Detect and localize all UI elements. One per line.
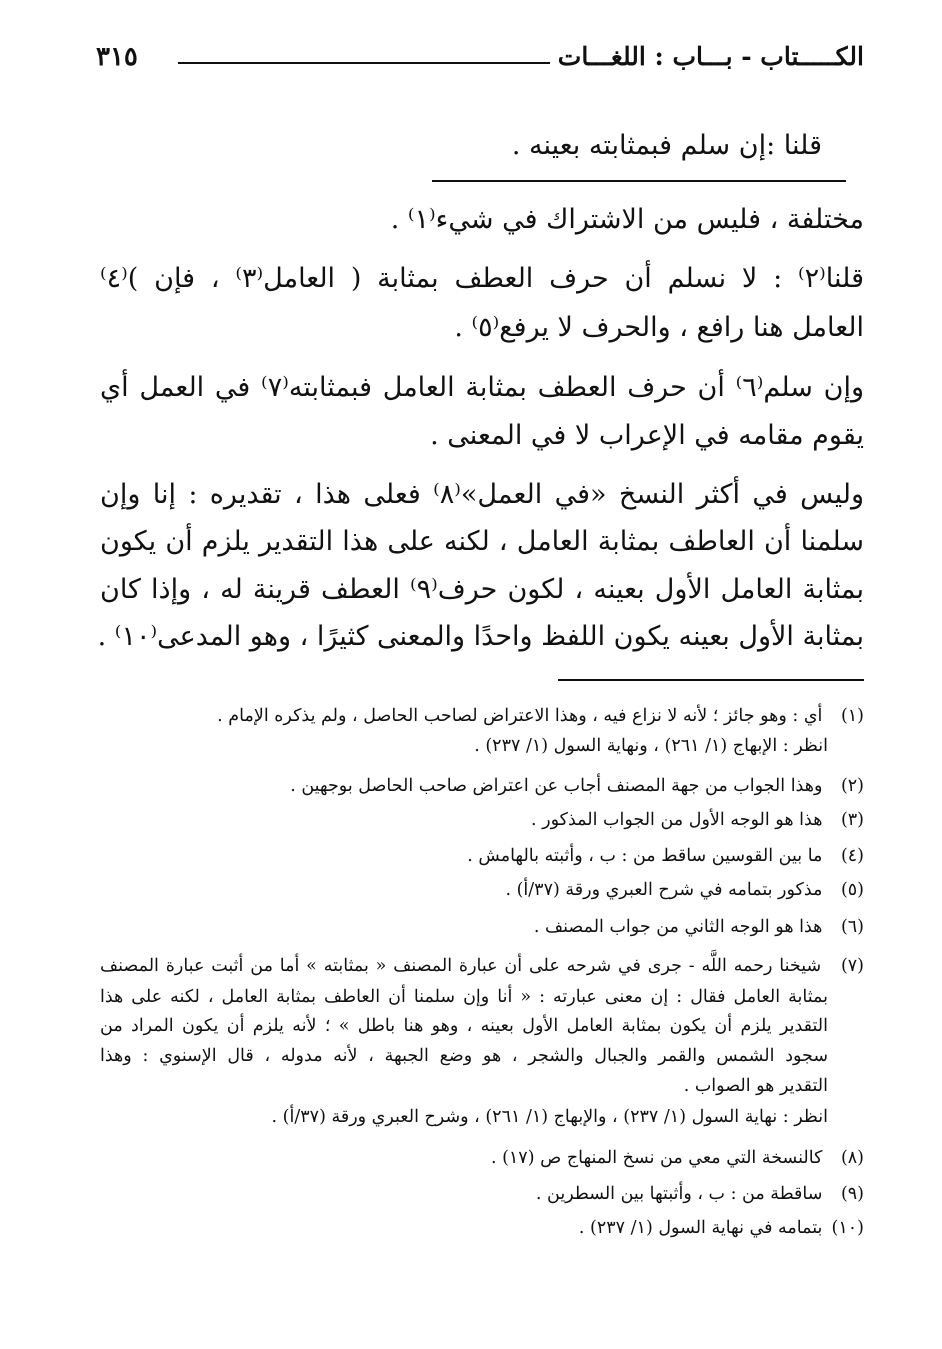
footnote-text: مذكور بتمامه في شرح العبري ورقة (٣٧/أ) . [505,880,823,900]
footnote-text: وهذا الجواب من جهة المصنف أجاب عن اعتراض صاحب الحاصل بوجهين . [290,776,823,796]
footnote-number: (١٠) [831,1218,864,1238]
body-line-9: بمثابة العامل الأول بعينه ، لكون حرف⁽٩⁾ العطف قرينة له ، وإذا كان [100,574,864,605]
footnote-number: (٥) [840,880,864,900]
footnote-7-line-2: بمثابة العامل فقال : إن معنى عبارته : « أنا وإن سلمنا أن العاطف بمثابة العامل ، لكنه على هذا [100,987,828,1007]
body-line-3: قلنا⁽٢⁾ : لا نسلم أن حرف العطف بمثابة ( العامل⁽٣⁾ ، فإن )⁽٤⁾ [100,263,864,294]
footnote-number: (٩) [840,1184,864,1204]
footnote-text: هذا هو الوجه الثاني من جواب المصنف . [533,917,823,937]
footnote-4 [100,843,864,869]
footnote-number: (٨) [840,1148,864,1168]
footnote-number: (٧) [840,956,864,976]
body-line-2: مختلفة ، فليس من الاشتراك في شيء⁽١⁾ . [390,204,864,235]
footnote-7-line-6: انظر : نهاية السول (١/ ٢٣٧) ، والإبهاج (١/ ٢٦١) ، وشرح العبري ورقة (٣٧/أ) . [271,1107,828,1127]
footnote-8 [100,1145,864,1171]
footnote-number: (٣) [840,810,864,830]
body-line-7: وليس في أكثر النسخ «في العمل»⁽٨⁾ فعلى هذا ، تقديره : إنا وإن [100,479,865,510]
footnote-3 [100,807,864,833]
footnote-9 [100,1181,864,1207]
footnote-1-continued: انظر : الإبهاج (١/ ٢٦١) ، ونهاية السول (١/ ٢٣٧) . [474,736,828,756]
footnote-5 [100,877,864,903]
body-line-5: وإن سلم⁽٦⁾ أن حرف العطف بمثابة العامل فبمثابته⁽٧⁾ في العمل أي [100,372,864,403]
footnote-number: (٤) [840,846,864,866]
running-title: الكـــــتاب - بـــاب : اللغـــات [557,42,864,71]
body-line-4: العامل هنا رافع ، والحرف لا يرفع⁽٥⁾ . [454,312,864,343]
footnote-text: هذا هو الوجه الأول من الجواب المذكور . [531,810,823,830]
footnote-divider [558,679,864,681]
footnote-text: ما بين القوسين ساقط من : ب ، وأثبته بالهامش . [467,846,823,866]
footnote-number: (٦) [840,917,864,937]
footnote-text: بتمامه في نهاية السول (١/ ٢٣٧) . [578,1218,823,1238]
footnote-text: كالنسخة التي معي من نسخ المنهاج ص (١٧) . [490,1148,823,1168]
footnote-10 [100,1215,864,1241]
footnote-7-line-3: التقدير يلزم أن يكون بمثابة العامل الأول بعينه ، وهو هنا باطل » ؛ لأنه يلزم أن يكون المراد من [100,1016,828,1036]
footnote-text: ساقطة من : ب ، وأثبتها بين السطرين . [535,1184,823,1204]
footnote-6 [100,914,864,940]
footnote-text: شيخنا رحمه اللَّه - جرى في شرحه على أن عبارة المصنف « بمثابته » أما من أثبت عبارة المصنف [100,956,822,976]
section-divider [432,180,846,182]
body-line-1: قلنا :إن سلم فبمثابته بعينه . [511,130,822,161]
footnote-text: أي : وهو جائز ؛ لأنه لا نزاع فيه ، وهذا الاعتراض لصاحب الحاصل ، ولم يذكره الإمام . [217,706,823,726]
header-rule [178,62,550,64]
footnote-7-line-5: التقدير هو الصواب . [683,1076,828,1096]
footnote-number: (٢) [840,776,864,796]
footnote-7-line-4: سجود الشمس والقمر والجبال والشجر ، هو وضع الجبهة ، لأنه مدوله ، قال الإسنوي : وهذا [100,1046,828,1066]
footnote-2 [100,773,864,799]
body-line-10: بمثابة الأول بعينه يكون اللفظ واحدًا والمعنى كثيرًا ، وهو المدعى⁽١٠⁾ . [97,621,864,652]
footnote-7 [100,953,864,979]
page-number: ٣١٥ [96,42,138,72]
body-line-8: سلمنا أن العاطف بمثابة العامل ، لكنه على هذا التقدير يلزم أن يكون [100,526,864,557]
footnote-number: (١) [840,706,864,726]
body-line-6: يقوم مقامه في الإعراب لا في المعنى . [430,420,864,451]
footnote-1 [100,703,864,729]
